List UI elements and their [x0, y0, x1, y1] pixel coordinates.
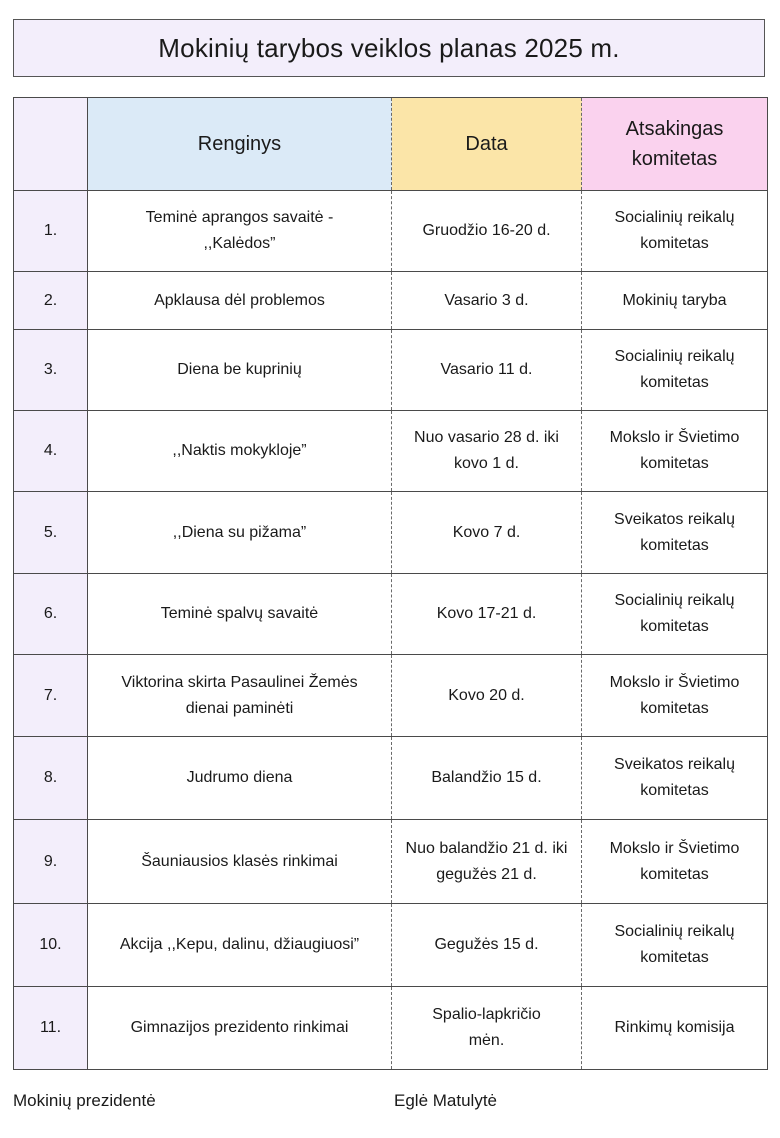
header-date: Data — [392, 98, 582, 191]
activity-plan-table — [13, 97, 768, 1070]
row-date: Vasario 3 d. — [392, 272, 582, 330]
page-title: Mokinių tarybos veiklos planas 2025 m. — [13, 19, 765, 77]
row-committee: Rinkimų komisija — [582, 987, 768, 1070]
table-row — [14, 987, 768, 1070]
row-date: Kovo 20 d. — [392, 655, 582, 737]
header-committee: Atsakingas komitetas — [582, 98, 768, 191]
row-committee: Sveikatos reikalų komitetas — [582, 737, 768, 820]
row-number: 8. — [14, 737, 88, 820]
row-committee: Mokslo ir Švietimo komitetas — [582, 820, 768, 904]
row-committee: Socialinių reikalų komitetas — [582, 330, 768, 411]
row-date: Gruodžio 16-20 d. — [392, 191, 582, 272]
table-row — [14, 574, 768, 655]
row-committee: Mokslo ir Švietimo komitetas — [582, 655, 768, 737]
row-committee: Sveikatos reikalų komitetas — [582, 492, 768, 574]
row-date: Gegužės 15 d. — [392, 904, 582, 987]
footer-role: Mokinių prezidentė — [13, 1091, 156, 1110]
row-committee: Socialinių reikalų komitetas — [582, 904, 768, 987]
table-row — [14, 411, 768, 492]
row-number: 2. — [14, 272, 88, 330]
table-header-row — [14, 98, 768, 191]
row-number: 9. — [14, 820, 88, 904]
table-row — [14, 737, 768, 820]
row-event: Apklausa dėl problemos — [88, 272, 392, 330]
row-number: 5. — [14, 492, 88, 574]
row-number: 11. — [14, 987, 88, 1070]
row-event: Šauniausios klasės rinkimai — [88, 820, 392, 904]
table-row — [14, 904, 768, 987]
table-row — [14, 272, 768, 330]
row-date: Vasario 11 d. — [392, 330, 582, 411]
table-row — [14, 492, 768, 574]
footer-name: Eglė Matulytė — [394, 1091, 497, 1110]
row-number: 6. — [14, 574, 88, 655]
row-event: Judrumo diena — [88, 737, 392, 820]
row-event: ,,Naktis mokykloje” — [88, 411, 392, 492]
row-date: Nuo balandžio 21 d. iki gegužės 21 d. — [392, 820, 582, 904]
row-number: 10. — [14, 904, 88, 987]
row-event: ,,Diena su pižama” — [88, 492, 392, 574]
row-event: Diena be kuprinių — [88, 330, 392, 411]
row-committee: Mokinių taryba — [582, 272, 768, 330]
row-number: 7. — [14, 655, 88, 737]
row-number: 4. — [14, 411, 88, 492]
table-row — [14, 330, 768, 411]
row-date: Balandžio 15 d. — [392, 737, 582, 820]
row-date: Kovo 7 d. — [392, 492, 582, 574]
header-event: Renginys — [88, 98, 392, 191]
row-committee: Socialinių reikalų komitetas — [582, 191, 768, 272]
table-row — [14, 820, 768, 904]
row-date: Nuo vasario 28 d. iki kovo 1 d. — [392, 411, 582, 492]
row-event: Teminė spalvų savaitė — [88, 574, 392, 655]
row-committee: Mokslo ir Švietimo komitetas — [582, 411, 768, 492]
row-committee: Socialinių reikalų komitetas — [582, 574, 768, 655]
row-event: Akcija ,,Kepu, dalinu, džiaugiuosi” — [88, 904, 392, 987]
table-row — [14, 655, 768, 737]
row-date: Kovo 17-21 d. — [392, 574, 582, 655]
row-number: 1. — [14, 191, 88, 272]
row-event: Teminė aprangos savaitė - ,,Kalėdos” — [88, 191, 392, 272]
row-event: Gimnazijos prezidento rinkimai — [88, 987, 392, 1070]
table-row — [14, 191, 768, 272]
header-number — [14, 98, 88, 191]
row-date: Spalio-lapkričio mėn. — [392, 987, 582, 1070]
row-number: 3. — [14, 330, 88, 411]
row-event: Viktorina skirta Pasaulinei Žemės dienai paminėti — [88, 655, 392, 737]
